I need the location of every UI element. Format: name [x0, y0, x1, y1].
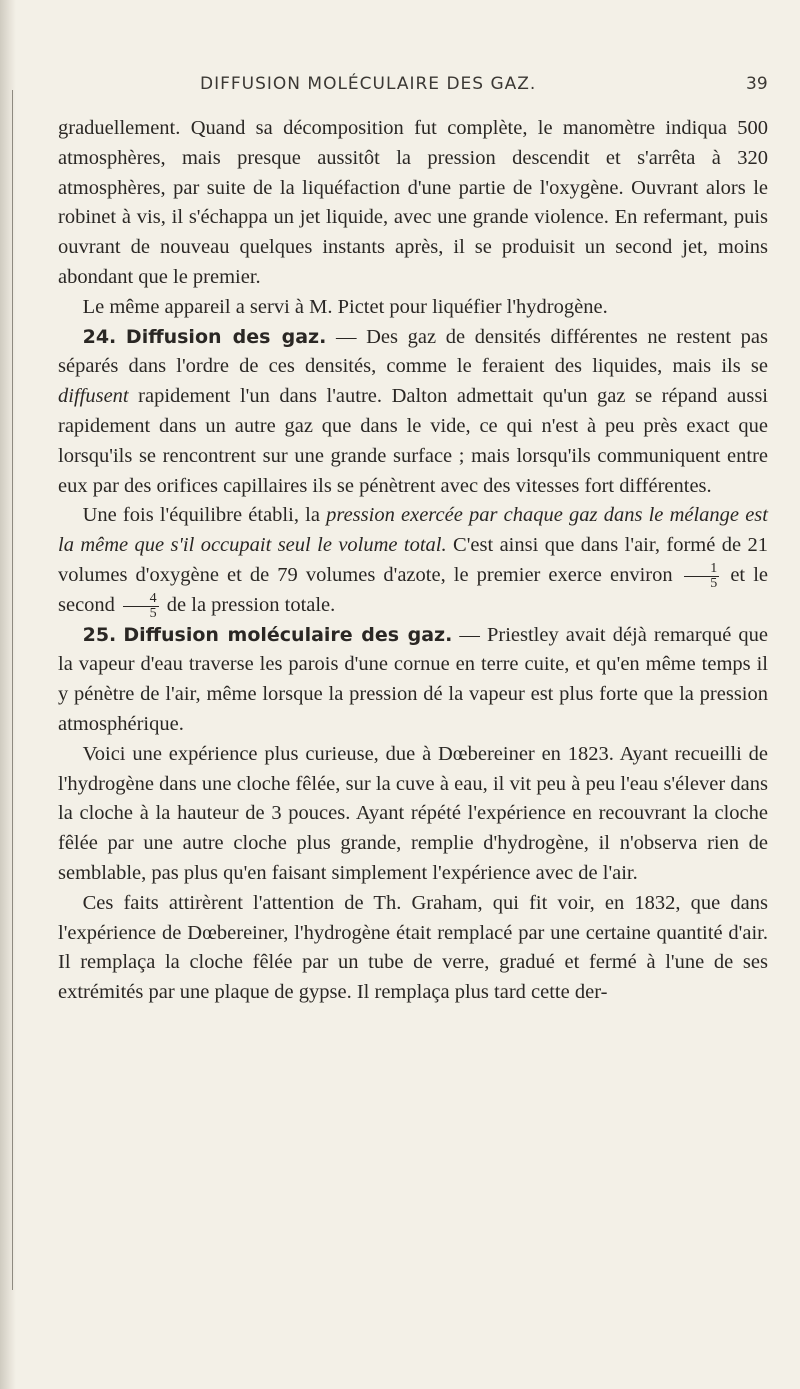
paragraph-text: Une fois l'équilibre établi, la — [82, 504, 327, 527]
fraction-denominator: 5 — [149, 605, 157, 621]
binding-edge-line — [12, 90, 13, 1290]
fraction-numerator: 1 — [684, 562, 720, 577]
section-number: 25. — [82, 623, 117, 646]
page-header — [0, 60, 800, 100]
section-title: Diffusion moléculaire des gaz. — [123, 623, 453, 646]
paragraph: Ces faits attirèrent l'attention de Th. Graham, qui fit voir, en 1832, que dans l'expérience de Dœbereiner, l'hydrogène était remplacé par une certaine quantité d'air. Il remplaça la cloche fêlée par un tube de verre, gradué et fermé à l'une de ses extrémités par une plaque de gypse. Il remplaça plus tard cette der- — [58, 891, 768, 1004]
section-text: rapidement l'un dans l'autre. Dalton admettait qu'un gaz se répand aussi rapidement dans un autre gaz que dans le vide, ce qui n'est à peu près exact que lorsqu'ils se rencontrent sur une grande surface ; mais lorsqu'ils communiquent entre eux par des orifices capillaires ils se pénètrent avec des vitesses fort différentes. — [58, 385, 768, 497]
fraction-denominator: 5 — [710, 575, 718, 591]
section-title: Diffusion des gaz. — [125, 325, 327, 348]
body-text — [58, 114, 768, 1008]
paragraph-text: et le second — [58, 563, 768, 616]
fraction — [123, 592, 159, 621]
paragraph: Voici une expérience plus curieuse, due à Dœbereiner en 1823. Ayant recueilli de l'hydrogène dans une cloche fêlée, sur la cuve à eau, il vit peu à peu l'eau s'élever dans la cloche à la hauteur de 3 pouces. Ayant répété l'expérience en recouvrant la cloche fêlée par une autre cloche plus grande, remplie d'hydrogène, il n'observa rien de semblable, pas plus qu'en faisant simplement l'expérience avec de l'air. — [58, 742, 768, 884]
paragraph: graduellement. Quand sa décomposition fut complète, le manomètre indiqua 500 atmosphères, mais presque aussitôt la pression descendit et s'arrêta à 320 atmosphères, par suite de la liquéfaction d'une partie de l'oxygène. Ouvrant alors le robinet à vis, il s'échappa un jet liquide, avec une grande violence. En refermant, puis ouvrant de nouveau quelques instants après, il se produisit un second jet, moins abondant que le premier. — [58, 117, 768, 288]
paragraph-text: de la pression totale. — [161, 593, 336, 616]
section-24 — [58, 323, 768, 502]
section-25 — [58, 621, 768, 740]
page-number: 39 — [746, 74, 768, 94]
section-text: — Priestley avait déjà remarqué que la vapeur d'eau traverse les parois d'une cornue en terre cuite, et qu'en même temps il y pénètre de l'air, même lorsque la pression dé la vapeur est plus forte que la pression atmosphérique. — [58, 623, 769, 735]
running-title: DIFFUSION MOLÉCULAIRE DES GAZ. — [200, 74, 537, 94]
paragraph: Le même appareil a servi à M. Pictet pour liquéfier l'hydrogène. — [82, 295, 608, 318]
emphasis: diffusent — [58, 385, 129, 408]
emphasis: pression exercée par chaque gaz dans le mélange est la même que s'il occupait seul le volume total. — [58, 504, 768, 557]
page-binding-shadow — [0, 0, 16, 1389]
section-text: — Des gaz de densités différentes ne restent pas séparés dans l'ordre de ces densités, comme le feraient des liquides, mais ils se — [58, 325, 768, 378]
fraction-numerator: 4 — [123, 592, 159, 607]
fraction — [684, 562, 720, 591]
section-number: 24. — [82, 325, 117, 348]
paragraph — [58, 501, 768, 620]
paragraph-text: C'est ainsi que dans l'air, formé de 21 volumes d'oxygène et de 79 volumes d'azote, le premier exerce environ — [58, 534, 768, 586]
